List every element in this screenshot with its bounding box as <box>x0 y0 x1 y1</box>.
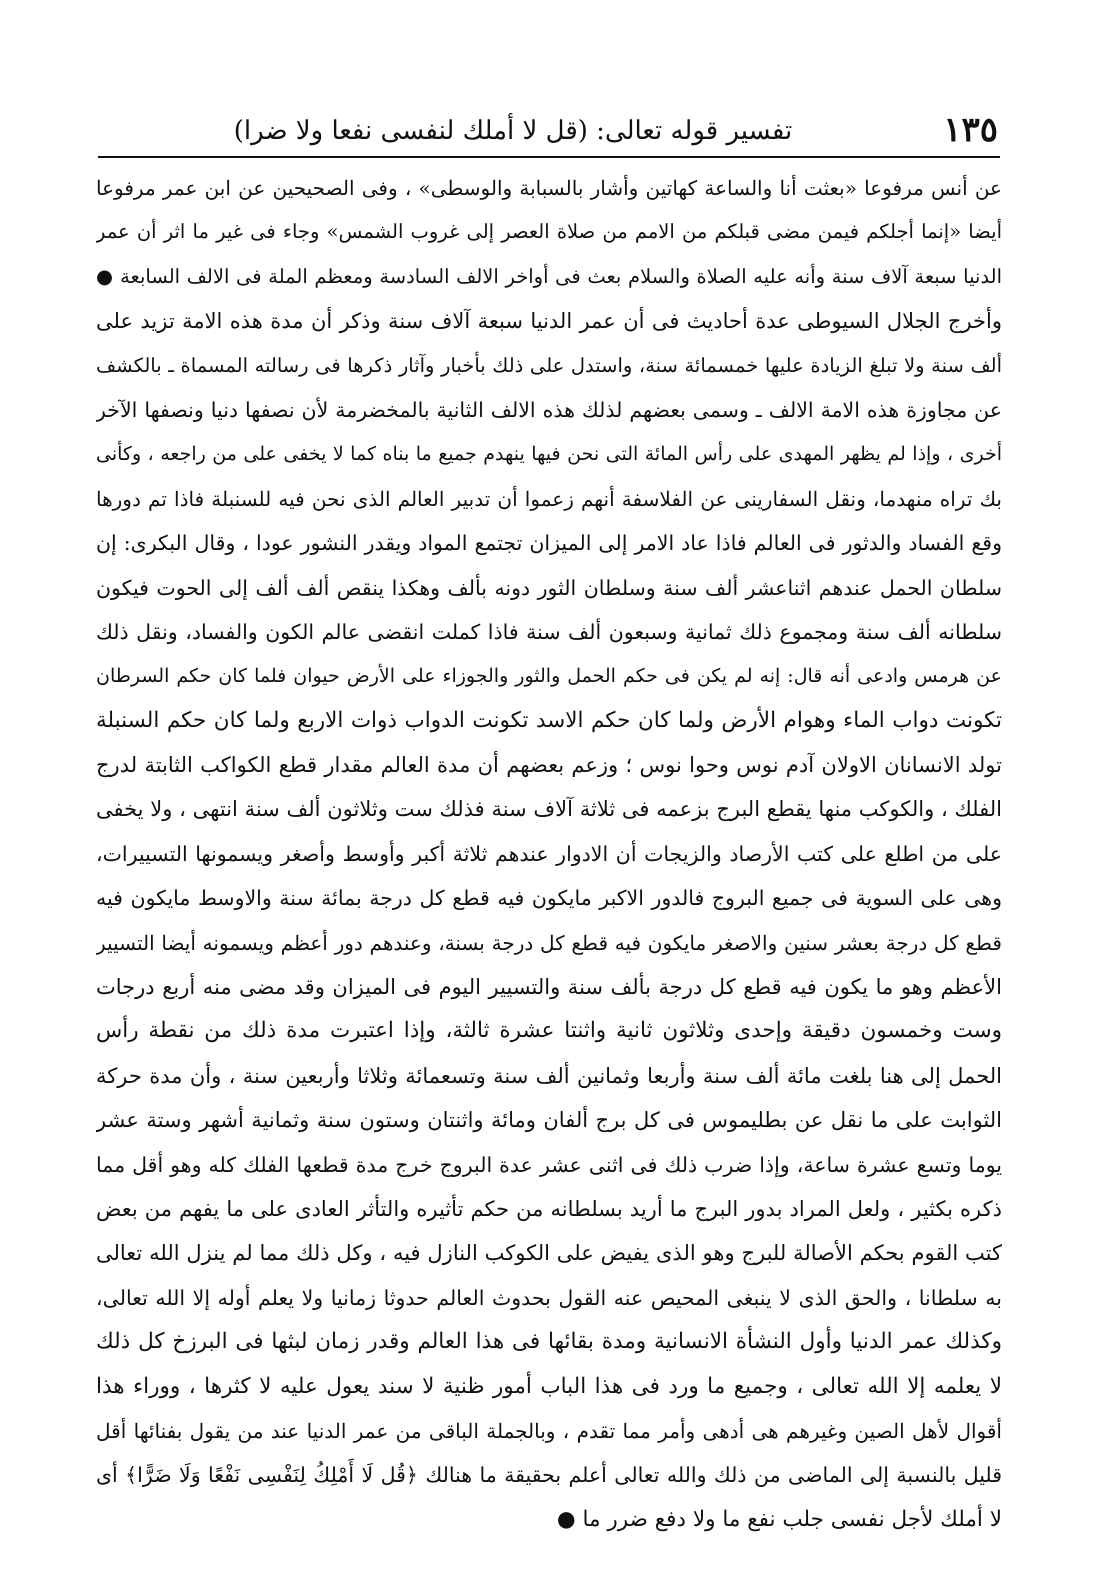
text-line: أقوال لأهل الصين وغيرهم هى أدهى وأمر مما تقدم ، وبالجملة الباقى من عمر الدنيا عند من يقول بفنائها أقل <box>96 1418 1002 1443</box>
text-line: كتب القوم بحكم الأصالة للبرج وهو الذى يفيض على الكوكب النازل فيه ، وكل ذلك مما لم ينزل الله تعالى <box>96 1241 1002 1266</box>
running-title: تفسير قوله تعالى: (قل لا أملك لنفسى نفعا ولا ضرا) <box>233 116 793 146</box>
text-line: سلطانه ألف سنة ومجموع ذلك ثمانية وسبعون ألف سنة فاذا كملت انقضى عالم الكون والفساد، ونقل ذلك <box>96 619 1002 644</box>
text-line: تكونت دواب الماء وهوام الأرض ولما كان حكم الاسد تكونت الدواب ذوات الاربع ولما كان حكم السنبلة <box>96 707 1002 733</box>
text-line: عن هرمس وادعى أنه قال: إنه لم يكن فى حكم الحمل والثور والجوزاء على الأرض حيوان فلما كان حكم السرطان <box>96 665 1002 688</box>
text-line: وأخرج الجلال السيوطى عدة أحاديث فى أن عمر الدنيا سبعة آلاف سنة وذكر أن مدة هذه الامة تزيد على <box>96 309 1002 334</box>
text-line: عن مجاوزة هذه الامة الالف ـ وسمى بعضهم لذلك هذه الالف الثانية بالمخضرمة لأن نصفها دنيا ونصفها الآخر <box>96 397 1002 422</box>
text-line: سلطان الحمل عندهم اثناعشر ألف سنة وسلطان الثور دونه بألف وهكذا ينقص ألف ألف إلى الحوت فيكون <box>96 575 1002 600</box>
text-line: لا يعلمه إلا الله تعالى ، وجميع ما ورد فى هذا الباب أمور ظنية لا سند يعول عليه لا كثرها ، ووراء هذا <box>96 1373 1002 1399</box>
text-line: بك تراه منهدما، ونقل السفارينى عن الفلاسفة أنهم زعموا أن تدبير العالم الذى نحن فيه للسنبلة فاذا تم دورها <box>96 486 1002 511</box>
text-line: ذكره بكثير ، ولعل المراد بدور البرج ما أريد بسلطانه من حكم تأثيره والتأثر العادى على ما يفهم من بعض <box>96 1196 1002 1221</box>
page-number: ١٣٥ <box>943 110 998 150</box>
text-line: ألف سنة ولا تبلغ الزيادة عليها خمسمائة سنة، واستدل على ذلك بأخبار وآثار ذكرها فى رسالته المسماة ـ بالكشف <box>96 353 1002 377</box>
header-rule <box>98 156 1000 158</box>
text-line: يوما وتسع عشرة ساعة، وإذا ضرب ذلك فى اثنى عشر عدة البروج خرج مدة قطعها الفلك كله وهو أقل مما <box>96 1152 1002 1177</box>
text-line: تولد الانسانان الاولان آدم نوس وحوا نوس ؛ وزعم بعضهم أن مدة العالم مقدار قطع الكواكب الثابتة لدرج <box>96 753 1002 778</box>
text-line: الحمل إلى هنا بلغت مائة ألف سنة وأربعا وثمانين ألف سنة وتسعمائة وثلاثا وأربعين سنة ، وأن مدة حركة <box>96 1063 1002 1088</box>
body-text <box>96 166 1002 1542</box>
text-line: أخرى ، وإذا لم يظهر المهدى على رأس المائة التى نحن فيها ينهدم جميع ما بناه كما لا يخفى على من راجعه ، وكأنى <box>96 443 1002 466</box>
text-line: عن أنس مرفوعا «بعثت أنا والساعة كهاتين وأشار بالسبابة والوسطى» ، وفى الصحيحين عن ابن عمر مرفوعا <box>96 176 1002 200</box>
text-line: وقع الفساد والدثور فى العالم فاذا عاد الامر إلى الميزان تجتمع المواد ويقدر النشور عودا ، وقال البكرى: إن <box>96 531 1002 556</box>
text-line: وكذلك عمر الدنيا وأول النشأة الانسانية ومدة بقائها فى هذا العالم وقدر زمان لبثها فى البرزخ كل ذلك <box>96 1329 1002 1355</box>
text-line: وهى على السوية فى جميع البروج فالدور الاكبر مايكون فيه قطع كل درجة بمائة سنة والاوسط مايكون فيه <box>96 886 1002 911</box>
text-line: الفلك ، والكوكب منها يقطع البرج بزعمه فى ثلاثة آلاف سنة فذلك ست وثلاثون ألف سنة انتهى ، ولا يخفى <box>96 797 1002 822</box>
text-line: به سلطانا ، والحق الذى لا ينبغى المحيص عنه القول بحدوث العالم حدوثا زمانيا ولا يعلم أوله إلا الله تعالى، <box>96 1285 1002 1310</box>
text-line: الدنيا سبعة آلاف سنة وأنه عليه الصلاة والسلام بعث فى أواخر الالف السادسة ومعظم الملة فى الالف السابعة ● <box>96 264 1002 288</box>
text-line: وست وخمسون دقيقة وإحدى وثلاثون ثانية واثنتا عشرة ثالثة، وإذا اعتبرت مدة ذلك من نقطة رأس <box>96 1018 1002 1044</box>
text-line: قطع كل درجة بعشر سنين والاصغر مايكون فيه قطع كل درجة بسنة، وعندهم دور أعظم ويسمونه أيضا التسيير <box>96 930 1002 955</box>
text-line: الأعظم وهو ما يكون فيه قطع كل درجة بألف سنة والتسيير اليوم فى الميزان وقد مضى منه أربع درجات <box>96 975 1002 1000</box>
page-header <box>98 108 998 154</box>
text-line: قليل بالنسبة إلى الماضى من ذلك والله تعالى أعلم بحقيقة ما هنالك ﴿قُل لَا أَمْلِكُ لِنَفْسِى نَفْعًا وَلَا ضَرًّا﴾ أى <box>96 1463 1002 1488</box>
text-line: لا أملك لأجل نفسى جلب نفع ما ولا دفع ضرر ما ● <box>556 1506 1002 1532</box>
text-line: على من اطلع على كتب الأرصاد والزيجات أن الادوار عندهم ثلاثة أكبر وأوسط وأصغر ويسمونها التسييرات، <box>96 841 1002 866</box>
text-line: الثوابت على ما نقل عن بطليموس فى كل برج ألفان ومائة واثنتان وستون سنة وثمانية أشهر وستة عشر <box>96 1108 1002 1133</box>
text-line: أيضا «إنما أجلكم فيمن مضى قبلكم من الامم من صلاة العصر إلى غروب الشمس» وجاء فى غير ما اثر أن عمر <box>96 220 1002 244</box>
